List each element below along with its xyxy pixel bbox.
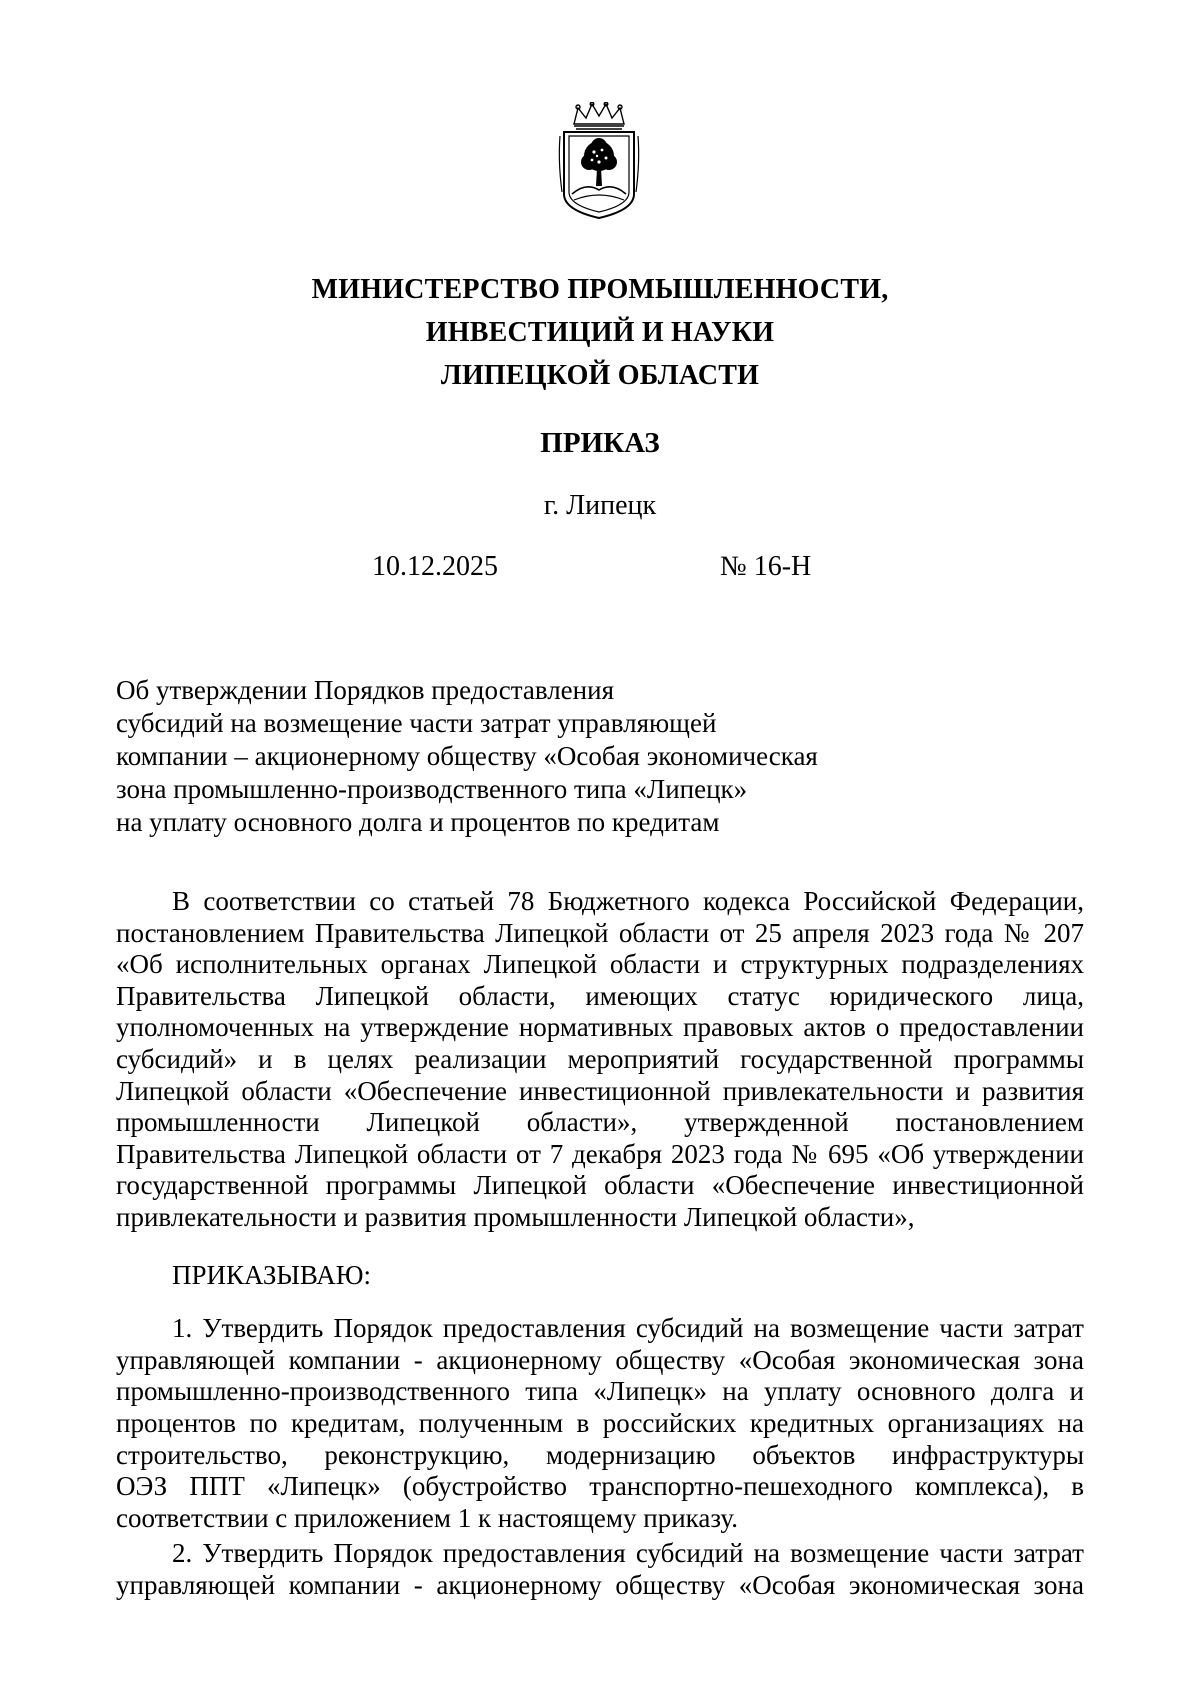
order-item-2: [116, 1538, 1084, 1601]
document-number: № 16-Н: [720, 551, 812, 582]
order-item-1: [116, 1313, 1084, 1534]
paragraph-line: «Об исполнительных органах Липецкой области и структурных подразделениях: [116, 949, 1084, 980]
paragraph-line: привлекательности и развития промышленности Липецкой области»,: [116, 1201, 915, 1232]
document-body: [116, 886, 1084, 1601]
subject-line: зона промышленно-производственного типа «Липецк»: [116, 774, 748, 804]
document-subject: [116, 674, 818, 839]
paragraph-line: соответствии с приложением 1 к настоящему приказу.: [116, 1502, 738, 1533]
paragraph-line: промышленно-производственного типа «Липецк» на уплату основного долга и: [116, 1376, 1084, 1407]
paragraph-line: 1. Утвердить Порядок предоставления субсидий на возмещение части затрат: [172, 1313, 1084, 1344]
subject-line: компании – акционерному обществу «Особая экономическая: [116, 741, 818, 771]
document-city: г. Липецк: [543, 490, 657, 521]
preamble-paragraph: [116, 886, 1084, 1234]
paragraph-line: Правительства Липецкой области, имеющих статус юридического лица,: [116, 980, 1084, 1011]
paragraph-line: уполномоченных на утверждение нормативных правовых актов о предоставлении: [116, 1012, 1084, 1043]
ministry-title-line-2: ИНВЕСТИЦИЙ И НАУКИ: [425, 317, 775, 348]
subject-line: Об утверждении Порядков предоставления: [116, 675, 614, 705]
document-date: 10.12.2025: [372, 551, 498, 582]
paragraph-line: промышленности Липецкой области», утвержденной постановлением: [116, 1107, 1084, 1138]
paragraph-line: государственной программы Липецкой области «Обеспечение инвестиционной: [116, 1170, 1084, 1201]
ministry-title: [0, 268, 1200, 397]
paragraph-line: 2. Утвердить Порядок предоставления субсидий на возмещение части затрат: [172, 1538, 1084, 1569]
paragraph-line: субсидий» и в целях реализации мероприятий государственной программы: [116, 1043, 1084, 1074]
document-type: ПРИКАЗ: [540, 427, 660, 459]
order-word: ПРИКАЗЫВАЮ:: [172, 1259, 371, 1290]
lipetsk-coat-of-arms-icon: [556, 102, 642, 220]
ministry-title-line-3: ЛИПЕЦКОЙ ОБЛАСТИ: [440, 360, 760, 391]
ministry-title-line-1: МИНИСТЕРСТВО ПРОМЫШЛЕННОСТИ,: [311, 274, 889, 305]
paragraph-line: процентов по кредитам, полученным в российских кредитных организациях на: [116, 1407, 1084, 1438]
paragraph-line: управляющей компании - акционерному обществу «Особая экономическая зона: [116, 1344, 1084, 1375]
paragraph-line: ОЭЗ ППТ «Липецк» (обустройство транспортно-пешеходного комплекса), в: [116, 1471, 1084, 1502]
paragraph-line: управляющей компании - акционерному обществу «Особая экономическая зона: [116, 1569, 1084, 1600]
paragraph-line: постановлением Правительства Липецкой области от 25 апреля 2023 года № 207: [116, 917, 1084, 948]
paragraph-line: Правительства Липецкой области от 7 декабря 2023 года № 695 «Об утверждении: [116, 1138, 1084, 1169]
paragraph-line: Липецкой области «Обеспечение инвестиционной привлекательности и развития: [116, 1075, 1084, 1106]
subject-line: на уплату основного долга и процентов по кредитам: [116, 807, 720, 837]
paragraph-line: строительство, реконструкцию, модернизацию объектов инфраструктуры: [116, 1439, 1084, 1470]
paragraph-line: В соответствии со статьей 78 Бюджетного кодекса Российской Федерации,: [172, 886, 1084, 916]
subject-line: субсидий на возмещение части затрат управляющей: [116, 708, 717, 738]
